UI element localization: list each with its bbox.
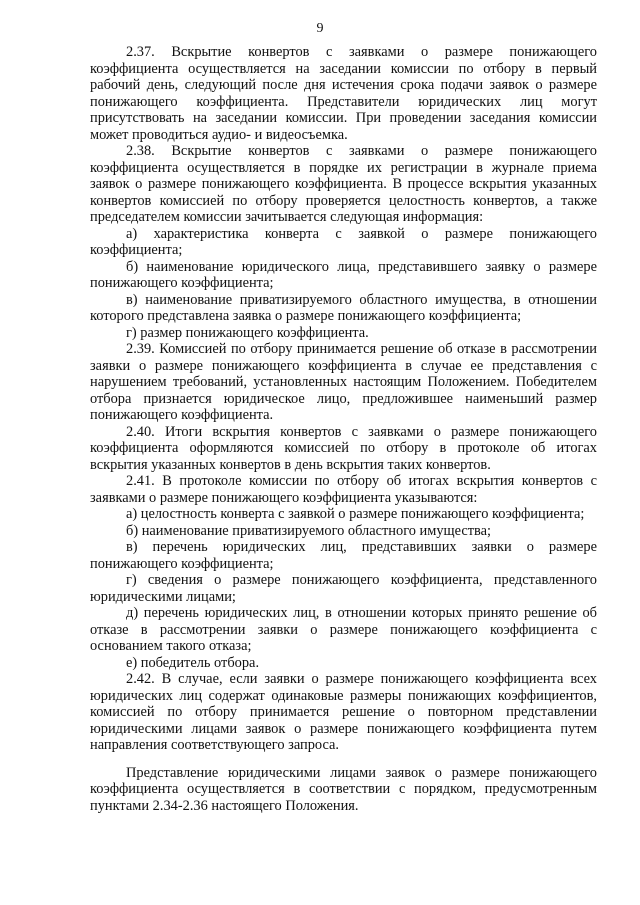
- paragraph-closing: Представление юридическими лицами заявок о размере понижающего коэффициента осуществляется в соответствии с порядком, предусмотренным пунктами 2.34-2.36 настоящего Положения.: [90, 764, 597, 814]
- document-body: [90, 44, 597, 814]
- paragraph-2-37: 2.37. Вскрытие конвертов с заявками о размере понижающего коэффициента осуществляется на заседании комиссии по отбору в первый рабочий день, следующий после дня истечения срока подачи заявок о размере понижающего коэффициента. Представители юридических лиц могут присутствовать на заседании комиссии. При проведении заседания комиссии может проводиться аудио- и видеосъемка.: [90, 44, 597, 143]
- list-item-a: а) целостность конверта с заявкой о размере понижающего коэффициента;: [126, 506, 585, 522]
- list-item-g: г) сведения о размере понижающего коэффициента, представленного юридическими лицами;: [90, 572, 597, 605]
- list-item-b: б) наименование приватизируемого областного имущества;: [126, 522, 492, 539]
- list-item-g: г) размер понижающего коэффициента.: [126, 324, 369, 341]
- page-number: 9: [316, 21, 324, 36]
- paragraph-2-39: 2.39. Комиссией по отбору принимается решение об отказе в рассмотрении заявки о размере понижающего коэффициента в случае ее представления с нарушением требований, установленных настоящим Положением. Победителем отбора признается юридическое лицо, предложившее наименьший размер понижающего коэффициента.: [90, 341, 597, 423]
- list-item-a: а) характеристика конверта с заявкой о размере понижающего коэффициента;: [90, 225, 597, 258]
- list-item-e: е) победитель отбора.: [126, 654, 260, 671]
- list-item-v: в) перечень юридических лиц, представивших заявки о размере понижающего коэффициента;: [90, 539, 597, 572]
- list-item-v: в) наименование приватизируемого областного имущества, в отношении которого представлена заявка о размере понижающего коэффициента;: [90, 291, 597, 324]
- paragraph-2-41: 2.41. В протоколе комиссии по отбору об итогах вскрытия конвертов с заявками о размере понижающего коэффициента указываются:: [90, 473, 597, 506]
- paragraph-2-40: 2.40. Итоги вскрытия конвертов с заявками о размере понижающего коэффициента оформляются комиссией по отбору в протоколе об итогах вскрытия указанных конвертов в день вскрытия таких конвертов.: [90, 423, 597, 473]
- paragraph-2-42: 2.42. В случае, если заявки о размере понижающего коэффициента всех юридических лиц содержат одинаковые размеры понижающих коэффициентов, комиссией по отбору принимается решение о повторном представлении юридическими лицами заявок о размере понижающего коэффициента путем направления соответствующего запроса.: [90, 671, 597, 753]
- paragraph-2-38: 2.38. Вскрытие конвертов с заявками о размере понижающего коэффициента осуществляется в порядке их регистрации в журнале приема заявок о размере понижающего коэффициента. В процессе вскрытия указанных конвертов комиссией по отбору проверяется целостность конвертов, а также председателем комиссии зачитывается следующая информация:: [90, 143, 597, 225]
- list-item-b: б) наименование юридического лица, представившего заявку о размере понижающего коэффициента;: [90, 258, 597, 291]
- list-item-d: д) перечень юридических лиц, в отношении которых принято решение об отказе в рассмотрении заявки о размере понижающего коэффициента с основанием такого отказа;: [90, 605, 597, 654]
